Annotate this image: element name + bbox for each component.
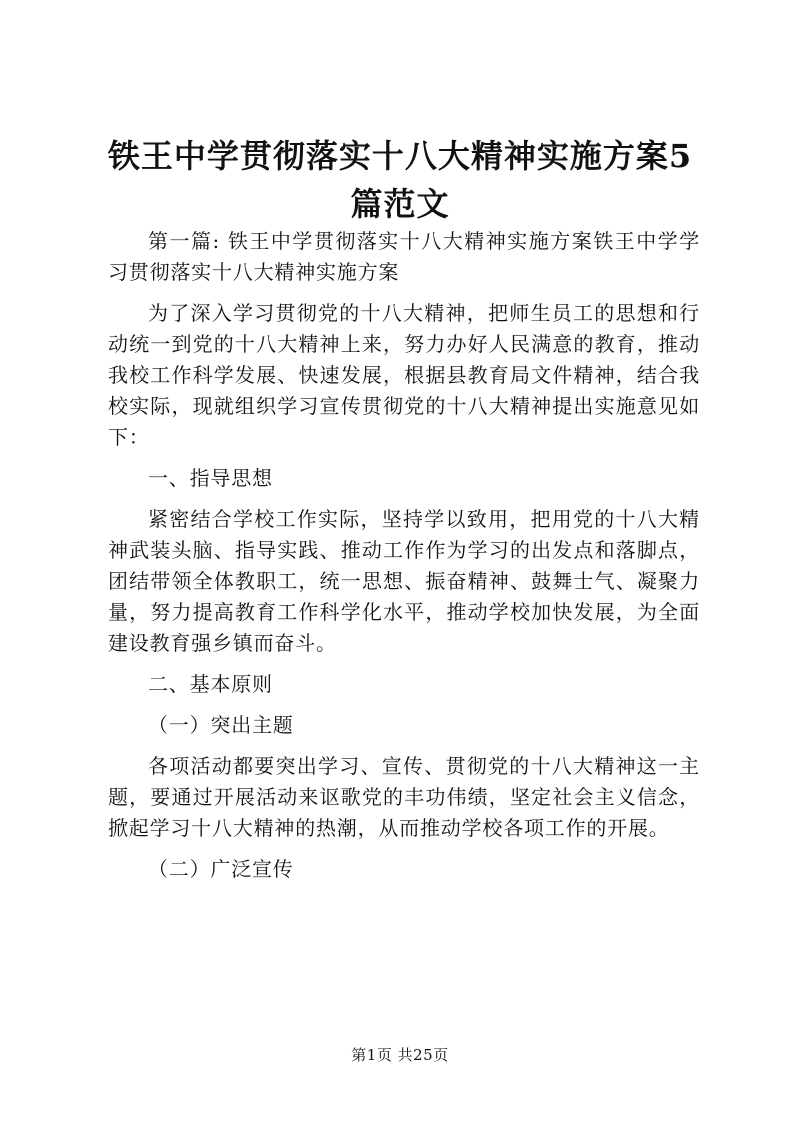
subsection-heading-wide-publicity: （二）广泛宣传 bbox=[148, 857, 294, 881]
paragraph-intro: 第一篇: 铁王中学贯彻落实十八大精神实施方案铁王中学学习贯彻落实十八大精神实施方案 bbox=[108, 229, 700, 284]
paragraph-guiding-thought: 紧密结合学校工作实际，坚持学以致用，把用党的十八大精神武装头脑、指导实践、推动工作作为学习的出发点和落脚点，团结带领全体教职工，统一思想、振奋精神、鼓舞士气、凝聚力量，努力提高教育工作科学化水平，推动学校加快发展，为全面建设教育强乡镇而奋斗。 bbox=[108, 507, 700, 655]
subsection-heading-highlight-theme: （一）突出主题 bbox=[148, 713, 294, 737]
page-number-footer: 第1页 共25页 bbox=[351, 1046, 449, 1064]
paragraph-highlight-theme: 各项活动都要突出学习、宣传、贯彻党的十八大精神这一主题，要通过开展活动来讴歌党的丰功伟绩，坚定社会主义信念，掀起学习十八大精神的热潮，从而推动学校各项工作的开展。 bbox=[108, 754, 700, 840]
document-body bbox=[108, 226, 700, 895]
document-title: 铁王中学贯彻落实十八大精神实施方案5篇范文 bbox=[107, 137, 693, 223]
paragraph-purpose: 为了深入学习贯彻党的十八大精神，把师生员工的思想和行动统一到党的十八大精神上来，努力办好人民满意的教育，推动我校工作科学发展、快速发展，根据县教育局文件精神，结合我校实际，现就组织学习宣传贯彻党的十八大精神提出实施意见如下： bbox=[108, 301, 700, 449]
section-heading-basic-principles: 二、基本原则 bbox=[148, 672, 273, 696]
section-heading-guiding-thought: 一、指导思想 bbox=[148, 466, 273, 490]
